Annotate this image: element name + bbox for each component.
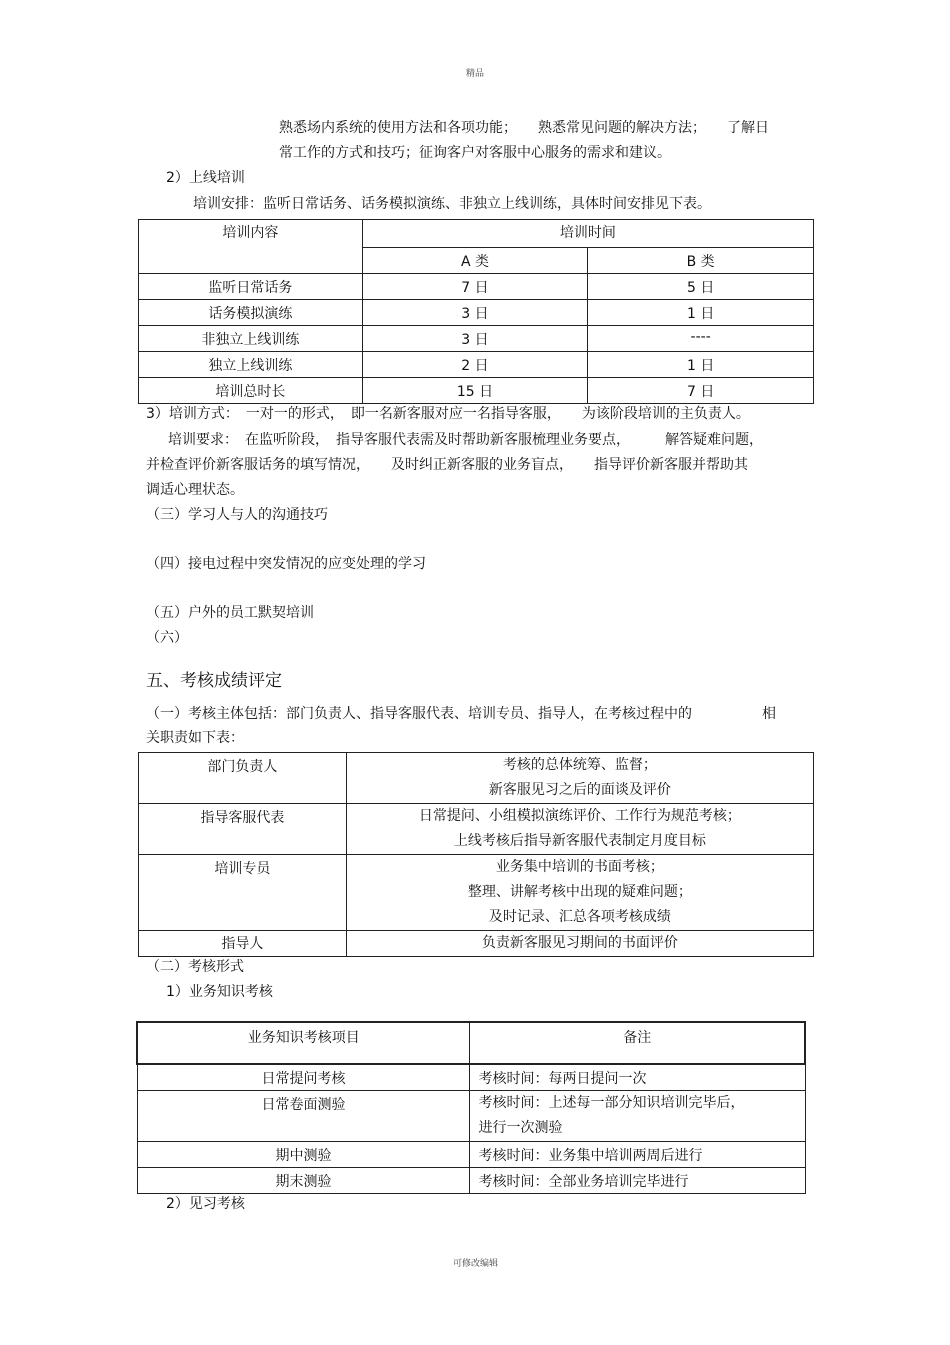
note-cell: 考核时间：全部业务培训完毕进行 <box>470 1167 805 1193</box>
item-cell: 期末测验 <box>137 1167 470 1193</box>
table-row <box>139 378 814 404</box>
section-3: （三）学习人与人的沟通技巧 <box>146 507 328 523</box>
table-row <box>139 300 814 326</box>
duty-line: 及时记录、汇总各项考核成绩 <box>488 909 671 925</box>
section-6: （六） <box>146 630 188 646</box>
row-b: 1 日 <box>588 300 814 326</box>
col-header-item: 业务知识考核项目 <box>137 1022 470 1064</box>
row-item: 独立上线训练 <box>139 352 363 378</box>
row-b: 1 日 <box>588 352 814 378</box>
requirement-line-1: 培训要求： 在监听阶段， 指导客服代表需及时帮助新客服梳理业务要点， 解答疑难问题， <box>168 432 763 448</box>
assess-form-title: （二）考核形式 <box>146 959 244 975</box>
duty-line: 新客服见习之后的面谈及评价 <box>488 782 671 798</box>
duty-line: 整理、讲解考核中出现的疑难问题； <box>467 884 692 900</box>
row-a: 3 日 <box>362 300 588 326</box>
row-a: 3 日 <box>362 326 588 352</box>
page-footer: 可修改编辑 <box>453 1259 499 1269</box>
row-item: 话务模拟演练 <box>139 300 363 326</box>
section-5: （五）户外的员工默契培训 <box>146 605 314 621</box>
knowledge-assessment-table <box>136 1021 806 1194</box>
table-row <box>137 1141 805 1167</box>
item-cell: 期中测验 <box>137 1141 470 1167</box>
row-item: 培训总时长 <box>139 378 363 404</box>
knowledge-title: 1）业务知识考核 <box>166 984 273 1000</box>
col-header-a: A 类 <box>362 248 588 274</box>
duty-line: 负责新客服见习期间的书面评价 <box>481 935 678 951</box>
assess-subject-line-2: 关职责如下表： <box>146 730 244 746</box>
requirement-line-3: 调适心理状态。 <box>146 482 244 498</box>
table-row <box>139 274 814 300</box>
item-cell: 日常卷面测验 <box>137 1090 470 1141</box>
responsibility-table <box>138 752 814 957</box>
note-cell: 考核时间：业务集中培训两周后进行 <box>470 1141 805 1167</box>
training-arrangement: 培训安排：监听日常话务、话务模拟演练、非独立上线训练，具体时间安排见下表。 <box>193 196 711 212</box>
note-cell <box>470 1090 805 1141</box>
duty-line: 上线考核后指导新客服代表制定月度目标 <box>453 833 706 849</box>
row-b: ---- <box>588 326 814 352</box>
intro-line-1: 熟悉场内系统的使用方法和各项功能； 熟悉常见问题的解决方法； 了解日 <box>279 120 769 136</box>
table-row <box>139 931 814 957</box>
assess-subject-line-1: （一）考核主体包括：部门负责人、指导客服代表、培训专员、指导人，在考核过程中的 相 <box>146 706 776 722</box>
note-cell: 考核时间：每两日提问一次 <box>470 1064 805 1090</box>
col-header-time: 培训时间 <box>362 220 813 248</box>
online-training-title: 2）上线培训 <box>166 170 245 186</box>
table-row <box>139 804 814 855</box>
item-cell: 日常提问考核 <box>137 1064 470 1090</box>
role-cell: 指导客服代表 <box>139 804 347 855</box>
table-row <box>139 753 814 804</box>
duties-cell <box>346 855 813 931</box>
row-a: 2 日 <box>362 352 588 378</box>
row-a: 7 日 <box>362 274 588 300</box>
section-4: （四）接电过程中突发情况的应变处理的学习 <box>146 556 426 572</box>
role-cell: 指导人 <box>139 931 347 957</box>
training-schedule-table <box>138 219 814 404</box>
duties-cell <box>346 804 813 855</box>
table-row <box>137 1064 805 1090</box>
table-row <box>139 352 814 378</box>
row-b: 5 日 <box>588 274 814 300</box>
duty-line: 考核的总体统筹、监督； <box>502 757 657 773</box>
page-header: 精品 <box>466 69 485 79</box>
row-item: 非独立上线训练 <box>139 326 363 352</box>
row-item: 监听日常话务 <box>139 274 363 300</box>
training-method: 3）培训方式： 一对一的形式， 即一名新客服对应一名指导客服， 为该阶段培训的主负责人。 <box>146 406 750 422</box>
table-row <box>139 855 814 931</box>
row-a: 15 日 <box>362 378 588 404</box>
col-header-content: 培训内容 <box>139 220 363 274</box>
duty-line: 日常提问、小组模拟演练评价、工作行为规范考核； <box>418 808 741 824</box>
duties-cell <box>346 753 813 804</box>
heading-assessment: 五、考核成绩评定 <box>146 671 282 691</box>
table-row <box>139 326 814 352</box>
duty-line: 业务集中培训的书面考核； <box>495 859 664 875</box>
col-header-b: B 类 <box>588 248 814 274</box>
requirement-line-2: 并检查评价新客服话务的填写情况， 及时纠正新客服的业务盲点， 指导评价新客服并帮助其 <box>146 457 748 473</box>
internship-title: 2）见习考核 <box>166 1196 245 1212</box>
role-cell: 部门负责人 <box>139 753 347 804</box>
col-header-note: 备注 <box>470 1022 805 1064</box>
note-line: 考核时间：上述每一部分知识培训完毕后， <box>478 1094 745 1111</box>
intro-line-2: 常工作的方式和技巧；征询客户对客服中心服务的需求和建议。 <box>279 145 671 161</box>
role-cell: 培训专员 <box>139 855 347 931</box>
table-row <box>137 1167 805 1193</box>
row-b: 7 日 <box>588 378 814 404</box>
table-row <box>137 1090 805 1141</box>
note-line: 进行一次测验 <box>478 1119 563 1136</box>
duties-cell <box>346 931 813 957</box>
